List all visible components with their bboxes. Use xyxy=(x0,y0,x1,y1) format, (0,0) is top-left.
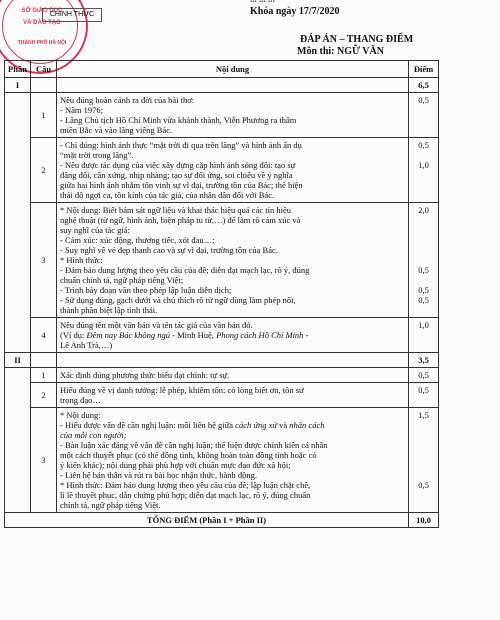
question-content: - Chỉ đúng: hình ảnh thực “mặt trời đi qua trên lăng” và hình ảnh ẩn dụ “mặt trời trong lăng”. - Nêu được tác dụng của việc xây dựng cặp hình ảnh sóng đôi: tạo sự đăng đối, cân xứng, nhịp nhàng; tạo sự đối ứng, soi chiếu về ý nghĩa giữa hai hình ảnh nhằm tôn vinh sự vĩ đại, trường tồn của Bác; thể hiện thái độ ngợi ca, tôn kính của tác giả, của nhân dân đối với Bác. xyxy=(57,138,409,203)
question-number: 4 xyxy=(31,318,57,353)
table-row xyxy=(5,368,439,383)
question-number: 2 xyxy=(31,383,57,408)
question-score: 2,0 0,5 0,5 0,5 xyxy=(409,203,439,318)
part-2-span xyxy=(5,368,31,513)
grand-total-row xyxy=(5,513,439,528)
example-work-title: Phong cách Hồ Chí Minh xyxy=(216,330,304,340)
question-content: * Nội dung: - Hiểu được vấn đề cần nghị luận: mối liên hệ giữa cách ứng xử và nhân cách của mỗi con người; - Bàn luận xác đáng về vấn đề cần nghị luận; thể hiện được chính kiến cá nhân một cách thuyết phục (có thể đồng tình, không hoàn toàn đồng tình hoặc có ý kiến khác); nội dung phải phù hợp với chuẩn mực đạo đức xã hội; - Liên hệ bản thân và rút ra bài học nhận thức, hành động. * Hình thức: Đảm bảo dung lượng theo yêu cầu của đề; lập luận chặt chẽ, lí lẽ thuyết phục, dẫn chứng phù hợp; diễn đạt mạch lạc, rõ ý, đúng chuẩn chính tả, ngữ pháp tiếng Việt. xyxy=(57,408,409,513)
question-content: Nêu đúng tên một văn bản và tên tác giả của văn bản đó. (Ví dụ: Đêm nay Bác không ngủ - Minh Huệ, Phong cách Hồ Chí Minh - Lê Anh Trà,…) xyxy=(57,318,409,353)
col-header-question: Câu xyxy=(31,61,57,78)
document-title: ĐÁP ÁN – THANG ĐIỂM xyxy=(300,34,414,45)
col-header-content: Nội dung xyxy=(57,61,409,78)
question-score: 1,5 0,5 xyxy=(409,408,439,513)
official-label: CHÍNH THỨC xyxy=(42,8,102,22)
table-header-row xyxy=(5,61,439,78)
table-row xyxy=(5,408,439,513)
question-score: 0,5 xyxy=(409,93,439,138)
table-row xyxy=(5,138,439,203)
part-2-total-row xyxy=(5,353,439,368)
subject-label: Môn thi: NGỮ VĂN xyxy=(297,46,384,57)
example-work-title: Đêm nay Bác không ngủ xyxy=(86,330,171,340)
table-row xyxy=(5,318,439,353)
question-number: 3 xyxy=(31,408,57,513)
table-row xyxy=(5,203,439,318)
col-header-part: Phần xyxy=(5,61,31,78)
part-1-label: I xyxy=(5,78,31,93)
seal-line-2: VÀ ĐÀO TẠO xyxy=(23,20,61,26)
header-clipped-text xyxy=(250,0,275,4)
question-score: 0,5 xyxy=(409,383,439,408)
question-content: Hiểu đúng về vị danh tướng: lễ phép, khiêm tốn; có lòng biết ơn, tôn sư trọng đạo… xyxy=(57,383,409,408)
scoring-table xyxy=(4,60,439,528)
question-score: 0,5 xyxy=(409,368,439,383)
part-1-total: 6,5 xyxy=(409,78,439,93)
question-score: 1,0 xyxy=(409,318,439,353)
question-number: 1 xyxy=(31,368,57,383)
seal-line-3: THÀNH PHỐ HÀ NỘI xyxy=(17,40,67,46)
grand-total-value: 10,0 xyxy=(409,513,439,528)
part-1-total-row xyxy=(5,78,439,93)
table-row xyxy=(5,383,439,408)
table-row xyxy=(5,93,439,138)
grand-total-label: TỔNG ĐIỂM (Phần I + Phần II) xyxy=(5,513,409,528)
question-content: Xác định đúng phương thức biểu đạt chính: tự sự. xyxy=(57,368,409,383)
question-number: 2 xyxy=(31,138,57,203)
part-2-total: 3,5 xyxy=(409,353,439,368)
part-1-span xyxy=(5,93,31,353)
seal-line-1: SỞ GIÁO DỤC xyxy=(21,8,63,14)
question-content: Nêu đúng hoàn cảnh ra đời của bài thơ: - Năm 1976; - Lăng Chủ tịch Hồ Chí Minh vừa khánh thành, Viễn Phương ra thăm miền Bắc và vào lăng viếng Bác. xyxy=(57,93,409,138)
col-header-score: Điểm xyxy=(409,61,439,78)
question-score: 0,5 1,0 xyxy=(409,138,439,203)
question-content: * Nội dung: Biết bám sát ngữ liệu và khai thác hiệu quả các tín hiệu nghệ thuật (từ ngữ, hình ảnh, biện pháp tu từ,…) để làm rõ cảm xúc và suy nghĩ của tác giả: - Cảm xúc: xúc động, thương tiếc, xót đau…; - Suy nghĩ về vẻ đẹp thanh cao và sự vĩ đại, trường tồn của Bác. * Hình thức: - Đảm bảo dung lượng theo yêu cầu của đề; diễn đạt mạch lạc, rõ ý, đúng chuẩn chính tả, ngữ pháp tiếng Việt; - Trình bày đoạn văn theo phép lập luận diễn dịch; - Sử dụng đúng, gạch dưới và chú thích rõ từ ngữ dùng làm phép nối, thành phần biệt lập tình thái. xyxy=(57,203,409,318)
part-2-label: II xyxy=(5,353,31,368)
question-number: 1 xyxy=(31,93,57,138)
exam-date: Khóa ngày 17/7/2020 xyxy=(250,6,340,17)
question-number: 3 xyxy=(31,203,57,318)
